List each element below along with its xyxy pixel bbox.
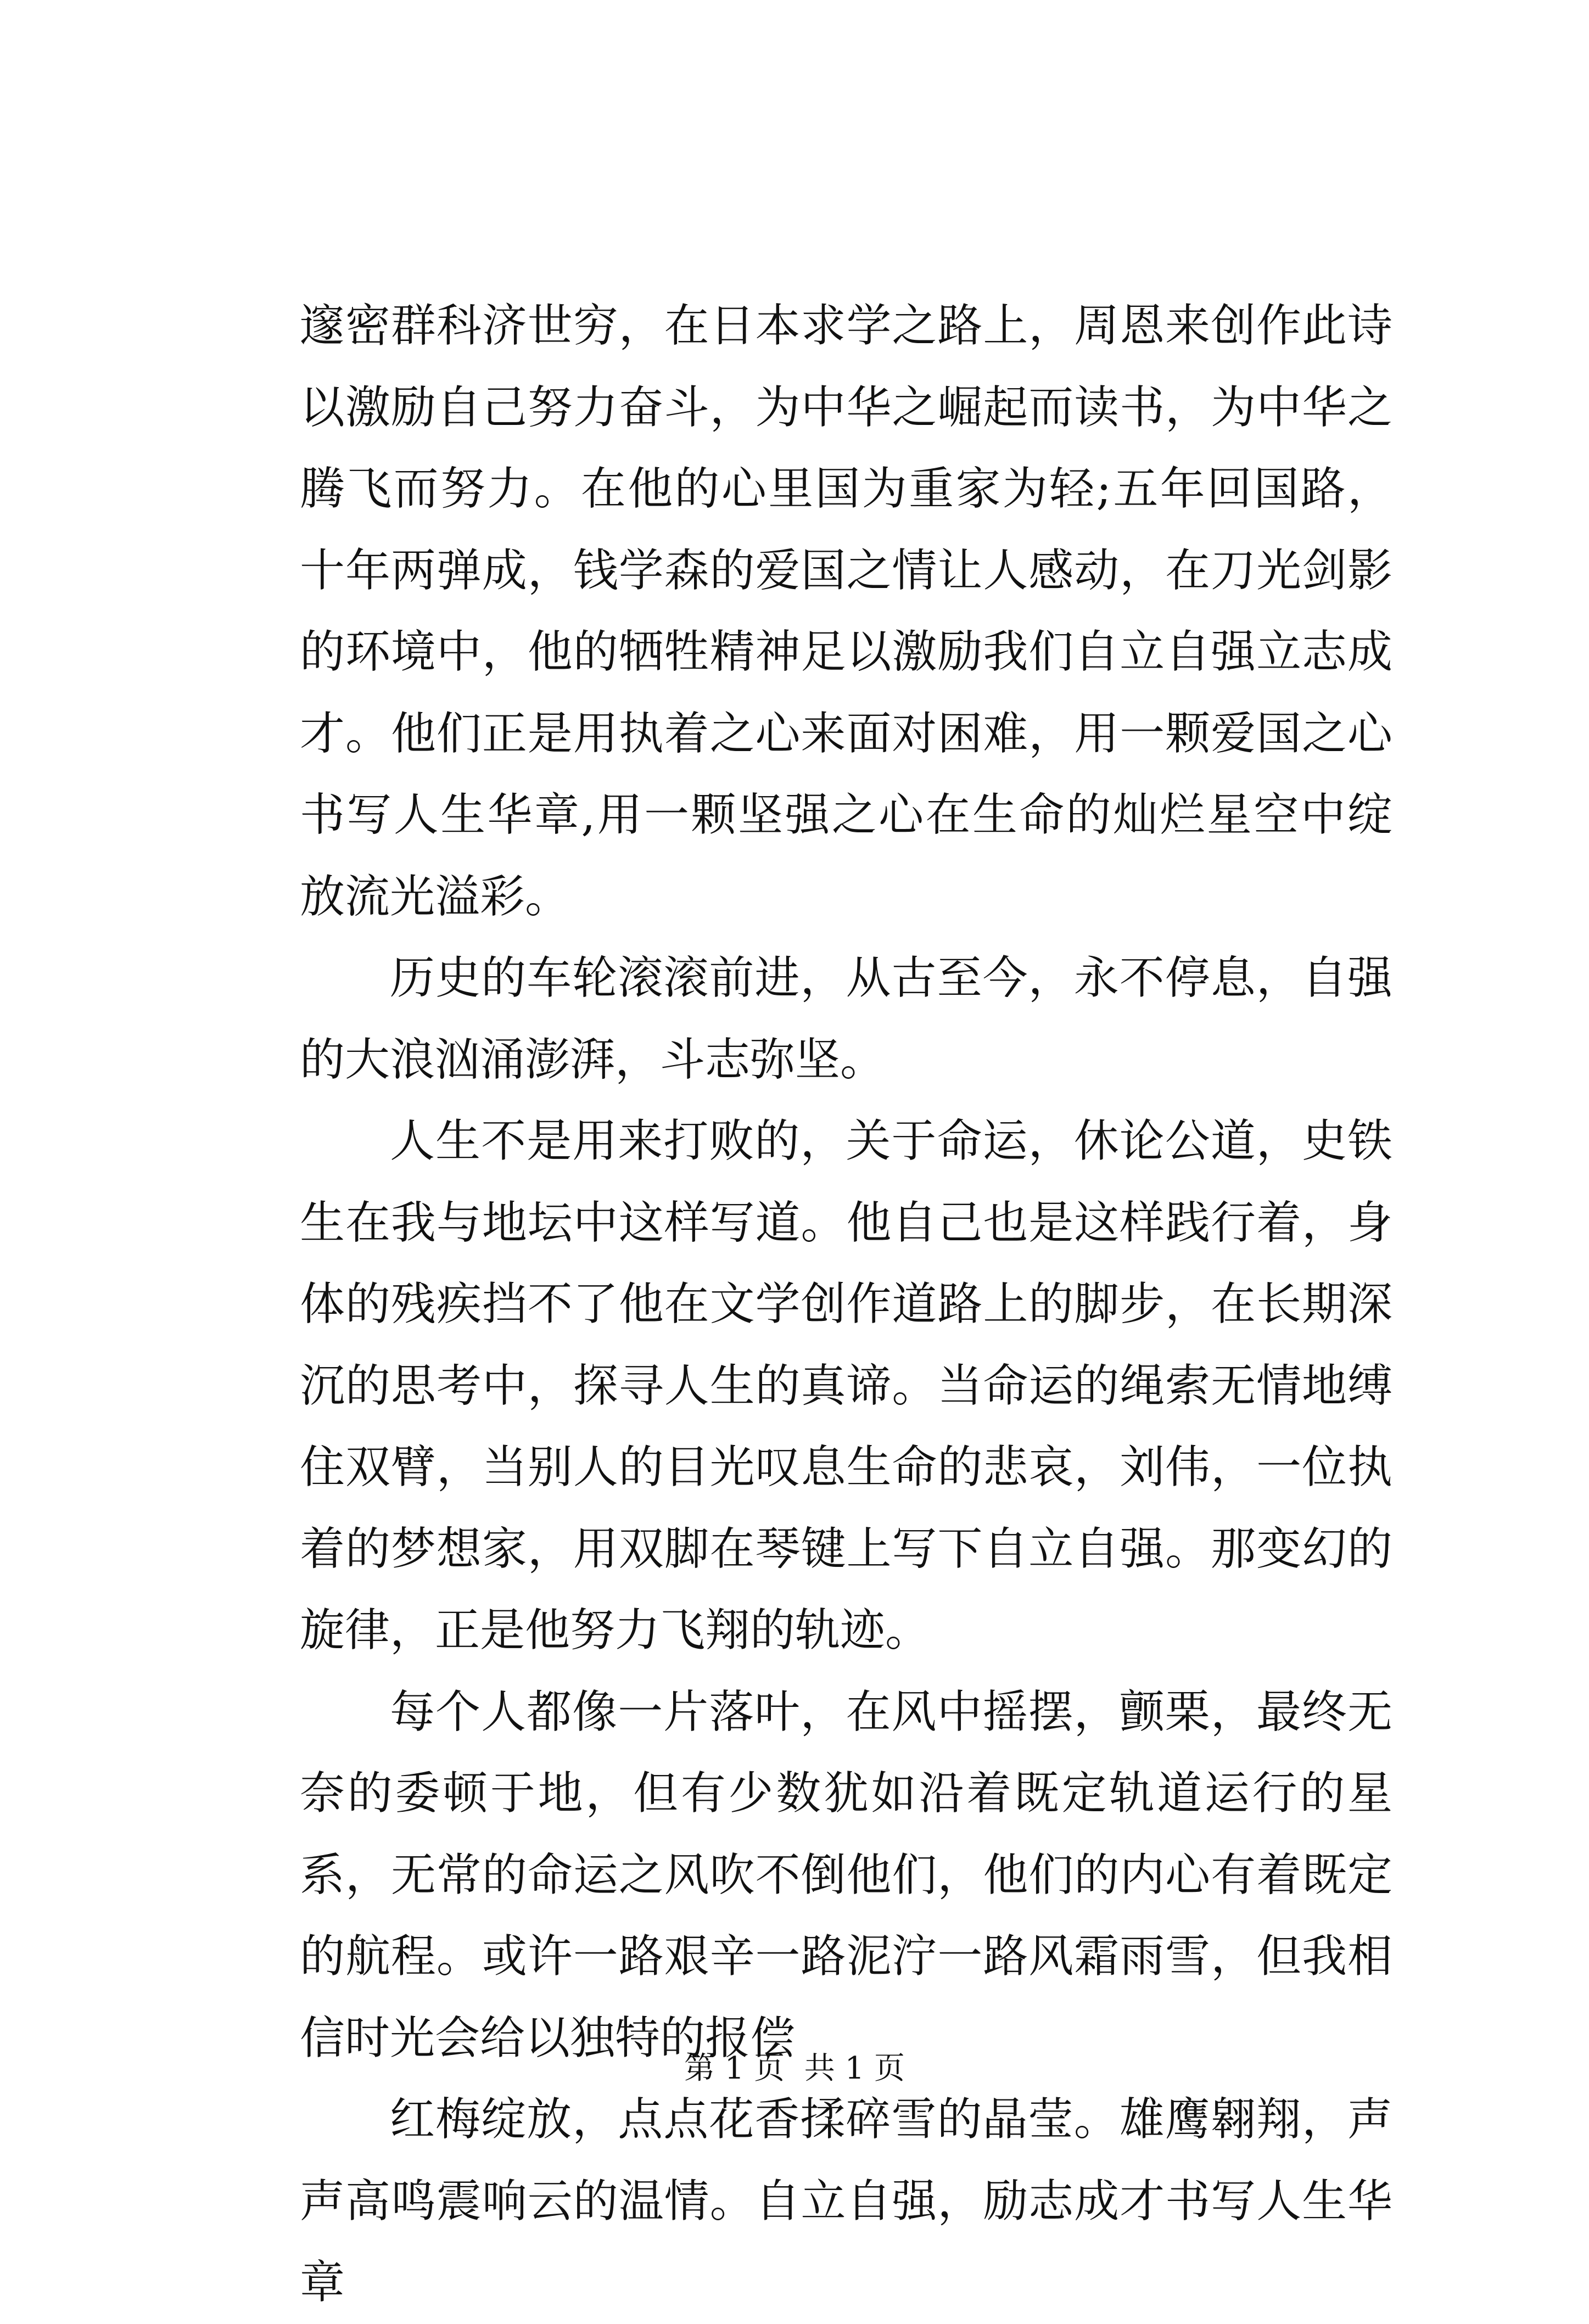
page-number-footer: 第 1 页 共 1 页 — [684, 2051, 905, 2086]
paragraph-1: 邃密群科济世穷，在日本求学之路上，周恩来创作此诗以激励自己努力奋斗，为中华之崛起而读书，为中华之腾飞而努力。在他的心里国为重家为轻;五年回国路，十年两弹成，钱学森的爱国之情让人感动，在刀光剑影的环境中，他的牺牲精神足以激励我们自立自强立志成才。他们正是用执着之心来面对困难，用一颗爱国之心书写人生华章,用一颗坚强之心在生命的灿烂星空中绽放流光溢彩。 — [300, 300, 1392, 923]
paragraph-3: 人生不是用来打败的，关于命运，休论公道，史铁生在我与地坛中这样写道。他自己也是这样践行着，身体的残疾挡不了他在文学创作道路上的脚步，在长期深沉的思考中，探寻人生的真谛。当命运的绳索无情地缚住双臂，当别人的目光叹息生命的悲哀，刘伟，一位执着的梦想家，用双脚在琴键上写下自立自强。那变幻的旋律，正是他努力飞翔的轨迹。 — [300, 1115, 1392, 1656]
paragraph-4: 每个人都像一片落叶，在风中摇摆，颤栗，最终无奈的委顿于地，但有少数犹如沿着既定轨道运行的星系，无常的命运之风吹不倒他们，他们的内心有着既定的航程。或许一路艰辛一路泥泞一路风霜雨雪，但我相信时光会给以独特的报偿 — [300, 1685, 1392, 2064]
paragraph-5: 红梅绽放，点点花香揉碎雪的晶莹。雄鹰翱翔，声声高鸣震响云的温情。自立自强，励志成才书写人生华章 — [300, 2093, 1392, 2309]
document-body — [300, 285, 1392, 2324]
paragraph-2: 历史的车轮滚滚前进，从古至今，永不停息，自强的大浪汹涌澎湃，斗志弥坚。 — [300, 952, 1392, 1086]
